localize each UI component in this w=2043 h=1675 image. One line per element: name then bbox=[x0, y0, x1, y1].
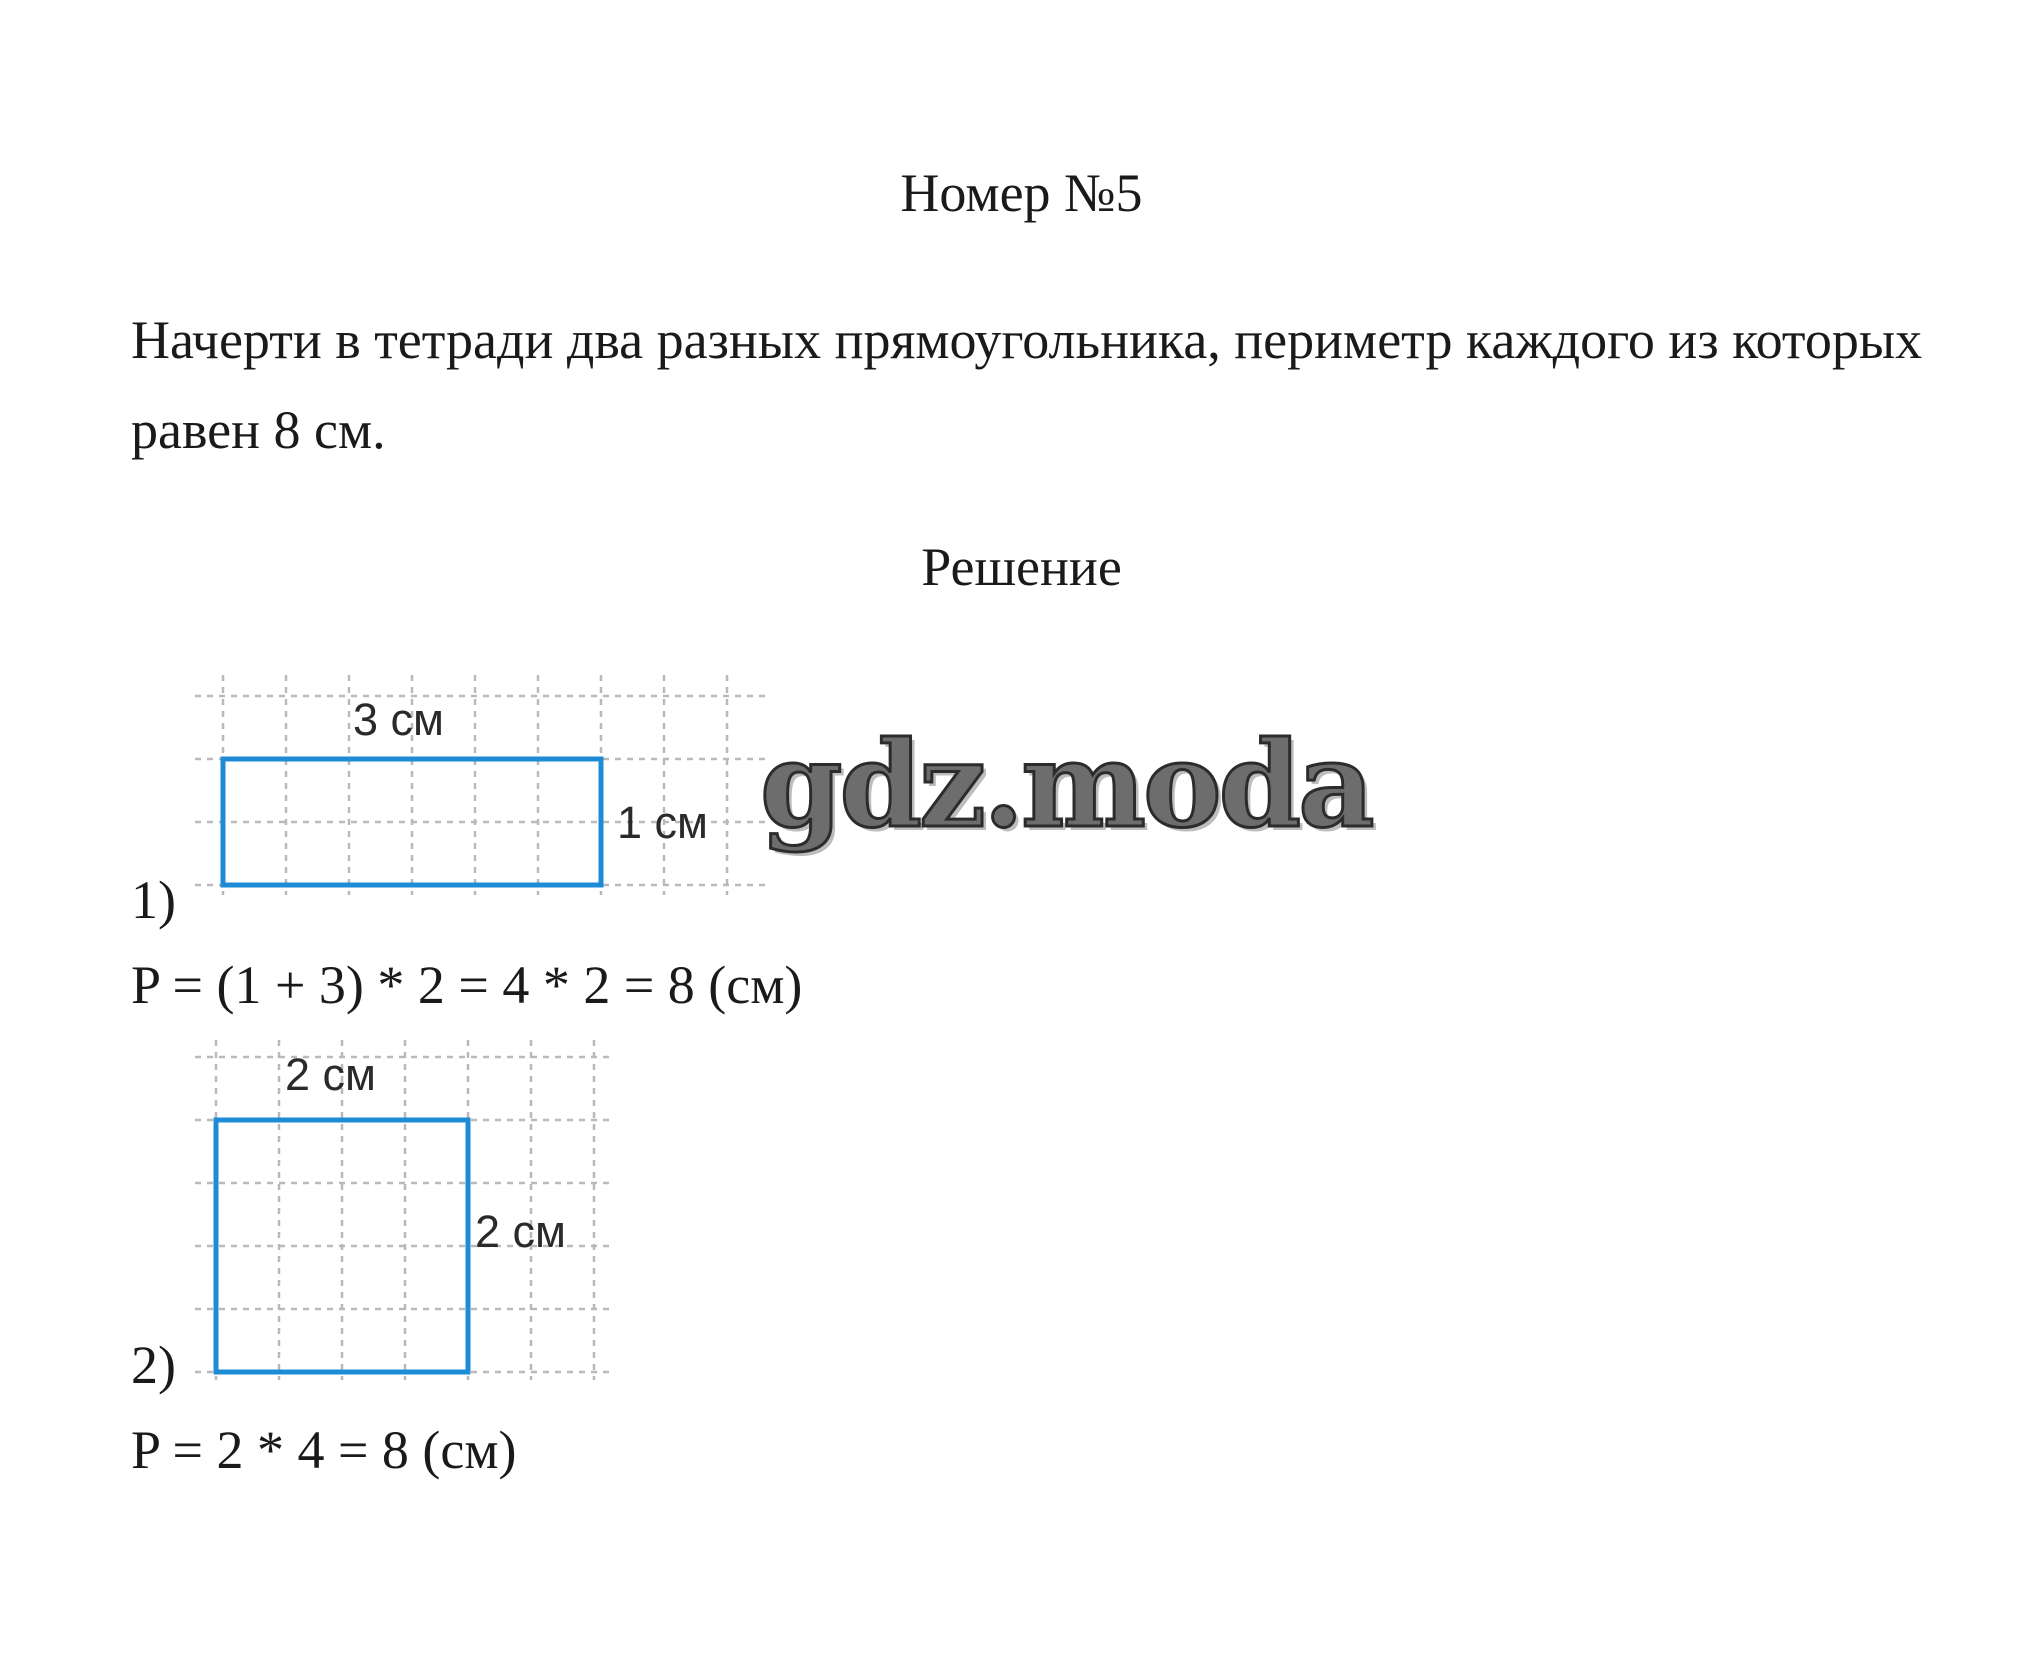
grid-lines bbox=[195, 675, 765, 895]
watermark-logo: gdz.moda bbox=[760, 715, 1372, 854]
side-dimension-label: 2 см bbox=[475, 1206, 566, 1257]
side-dimension-label: 1 см bbox=[617, 797, 708, 848]
page-title: Номер №5 bbox=[900, 163, 1143, 223]
formula-1: P = (1 + 3) * 2 = 4 * 2 = 8 (см) bbox=[131, 955, 803, 1015]
item-number-2: 2) bbox=[131, 1335, 176, 1395]
task-text: Начерти в тетради два разных прямоугольника, периметр каждого из которых равен 8 см. bbox=[131, 310, 1923, 460]
grid-diagram-1 bbox=[195, 675, 765, 895]
top-dimension-label: 3 см bbox=[353, 694, 444, 745]
solution-heading: Решение bbox=[921, 537, 1122, 597]
grid-diagram-2 bbox=[195, 1040, 615, 1380]
top-dimension-label: 2 см bbox=[285, 1049, 376, 1100]
formula-2: P = 2 * 4 = 8 (см) bbox=[131, 1420, 517, 1480]
item-number-1: 1) bbox=[131, 870, 176, 930]
